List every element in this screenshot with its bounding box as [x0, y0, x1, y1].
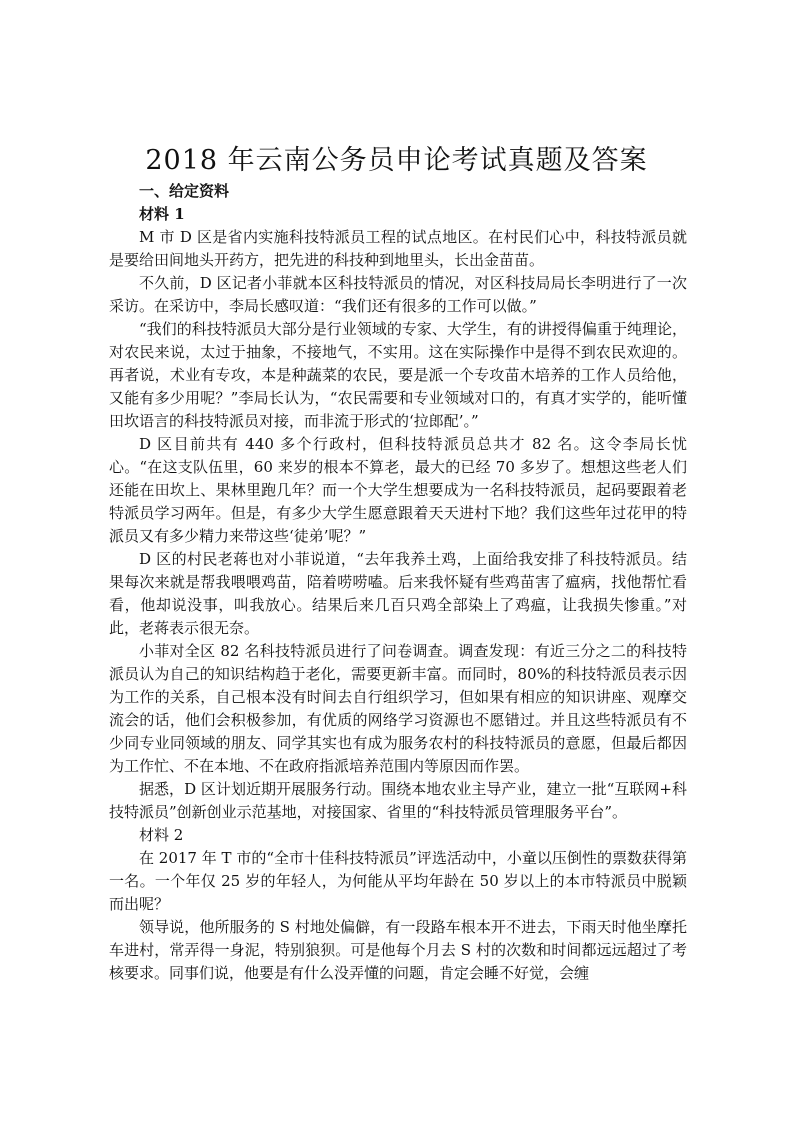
material-2-heading: 材料 2	[139, 826, 184, 844]
document-title: 2018 年云南公务员申论考试真题及答案	[145, 145, 648, 176]
paragraph: “我们的科技特派员大部分是行业领域的专家、大学生，有的讲授得偏重于纯理论，对农民来说，太过于抽象，不接地气，不实用。这在实际操作中是得不到农民欢迎的。再者说，术业有专攻，本是种蔬菜的农民，要是派一个专攻苗木培养的工作人员给他，又能有多少用呢？”李局长认为，“农民需要和专业领域对口的，有真才实学的，能听懂田坎语言的科技特派员对接，而非流于形式的‘拉郎配’。”	[109, 320, 687, 430]
paragraph: 不久前，D 区记者小菲就本区科技特派员的情况，对区科技局局长李明进行了一次采访。在采访中，李局长感叹道：“我们还有很多的工作可以做。”	[109, 274, 687, 315]
paragraph: D 区的村民老蒋也对小菲说道，“去年我养土鸡，上面给我安排了科技特派员。结果每次来就是帮我喂喂鸡苗，陪着唠唠嗑。后来我怀疑有些鸡苗害了瘟病，找他帮忙看看，他却说没事，叫我放心。结果后来几百只鸡全部染上了鸡瘟，让我损失惨重。”对此，老蒋表示很无奈。	[109, 550, 687, 637]
material-1-heading: 材料 1	[139, 205, 185, 223]
paragraph: 小菲对全区 82 名科技特派员进行了问卷调查。调查发现：有近三分之二的科技特派员认为自己的知识结构趋于老化，需要更新丰富。而同时，80%的科技特派员表示因为工作的关系，自己根本没有时间去自行组织学习，但如果有相应的知识讲座、观摩交流会的话，他们会积极参加，有优质的网络学习资源也不愿错过。并且这些特派员有不少同专业同领域的朋友、同学其实也有成为服务农村的科技特派员的意愿，但最后都因为工作忙、不在本地、不在政府指派培养范围内等原因而作罢。	[109, 642, 687, 775]
paragraph: 在 2017 年 T 市的“全市十佳科技特派员”评选活动中，小童以压倒性的票数获得第一名。一个年仅 25 岁的年轻人，为何能从平均年龄在 50 岁以上的本市特派员中脱颖而出呢？	[109, 849, 687, 913]
section-heading: 一、给定资料	[139, 182, 230, 200]
paragraph: 据悉，D 区计划近期开展服务行动。围绕本地农业主导产业，建立一批“互联网+科技特派员”创新创业示范基地，对接国家、省里的“科技特派员管理服务平台”。	[109, 780, 687, 821]
document-body	[109, 180, 687, 985]
paragraph: 领导说，他所服务的 S 村地处偏僻，有一段路车根本开不进去，下雨天时他坐摩托车进村，常弄得一身泥，特别狼狈。可是他每个月去 S 村的次数和时间都远远超过了考核要求。同事们说，他要是有什么没弄懂的问题，肯定会睡不好觉，会缠	[109, 918, 687, 982]
paragraph: D 区目前共有 440 多个行政村，但科技特派员总共才 82 名。这令李局长忧心。“在这支队伍里，60 来岁的根本不算老，最大的已经 70 多岁了。想想这些老人们还能在田坎上、果林里跑几年？而一个大学生想要成为一名科技特派员，起码要跟着老特派员学习两年。但是，有多少大学生愿意跟着天天进村下地？我们这些年过花甲的特派员又有多少精力来带这些‘徒弟’呢？”	[109, 435, 687, 545]
paragraph: M 市 D 区是省内实施科技特派员工程的试点地区。在村民们心中，科技特派员就是要给田间地头开药方，把先进的科技种到地里头，长出金苗苗。	[109, 228, 687, 269]
